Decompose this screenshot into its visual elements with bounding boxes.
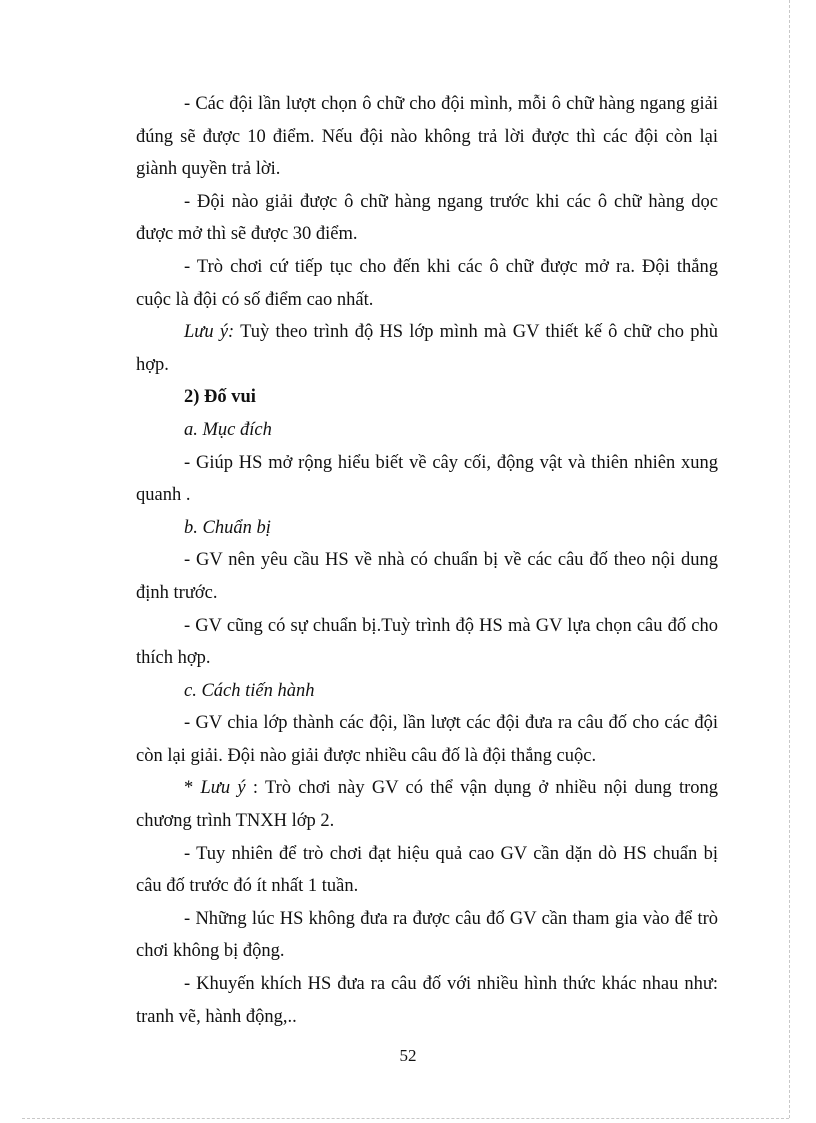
subsection-heading: c. Cách tiến hành <box>184 680 315 701</box>
page-number: 52 <box>399 1046 417 1065</box>
paragraph: - Những lúc HS không đưa ra được câu đố GV cần tham gia vào để trò chơi không bị động. <box>136 908 718 962</box>
body-text <box>136 88 718 1033</box>
paragraph: - Trò chơi cứ tiếp tục cho đến khi các ô chữ được mở ra. Đội thắng cuộc là đội có số điểm cao nhất. <box>136 256 718 310</box>
note-prefix: * <box>184 778 201 799</box>
note-text: Tuỳ theo trình độ HS lớp mình mà GV thiết kế ô chữ cho phù hợp. <box>136 322 718 375</box>
paragraph: - Khuyến khích HS đưa ra câu đố với nhiều hình thức khác nhau như: tranh vẽ, hành động,.. <box>136 974 718 1027</box>
subsection-heading: a. Mục đích <box>184 419 272 440</box>
note-text: : Trò chơi này GV có thể vận dụng ở nhiều nội dung trong chương trình TNXH lớp 2. <box>136 778 718 832</box>
note-label: Lưu ý <box>200 778 246 799</box>
paragraph: - GV chia lớp thành các đội, lần lượt các đội đưa ra câu đố cho các đội còn lại giải. Đội nào giải được nhiều câu đố là đội thắng cuộc. <box>136 713 718 766</box>
paragraph: - Giúp HS mở rộng hiểu biết về cây cối, động vật và thiên nhiên xung quanh . <box>136 452 718 506</box>
note-label: Lưu ý: <box>184 322 235 343</box>
paragraph: - Đội nào giải được ô chữ hàng ngang trước khi các ô chữ hàng dọc được mở thì sẽ được 30 điểm. <box>136 191 718 245</box>
note-paragraph <box>136 772 718 837</box>
subsection-heading: b. Chuẩn bị <box>184 517 271 538</box>
page-border-bottom <box>22 1118 789 1119</box>
section-heading: 2) Đố vui <box>184 387 256 408</box>
paragraph: - Các đội lần lượt chọn ô chữ cho đội mình, mỗi ô chữ hàng ngang giải đúng sẽ được 10 điểm. Nếu đội nào không trả lời được thì các đội còn lại giành quyền trả lời. <box>136 94 718 180</box>
paragraph: - Tuy nhiên để trò chơi đạt hiệu quả cao GV cần dặn dò HS chuẩn bị câu đố trước đó ít nhất 1 tuần. <box>136 843 718 897</box>
paragraph: - GV cũng có sự chuẩn bị.Tuỳ trình độ HS mà GV lựa chọn câu đố cho thích hợp. <box>136 615 718 669</box>
paragraph: - GV nên yêu cầu HS về nhà có chuẩn bị về các câu đố theo nội dung định trước. <box>136 550 718 603</box>
page-border-right <box>789 0 790 1118</box>
note-paragraph <box>136 316 718 381</box>
